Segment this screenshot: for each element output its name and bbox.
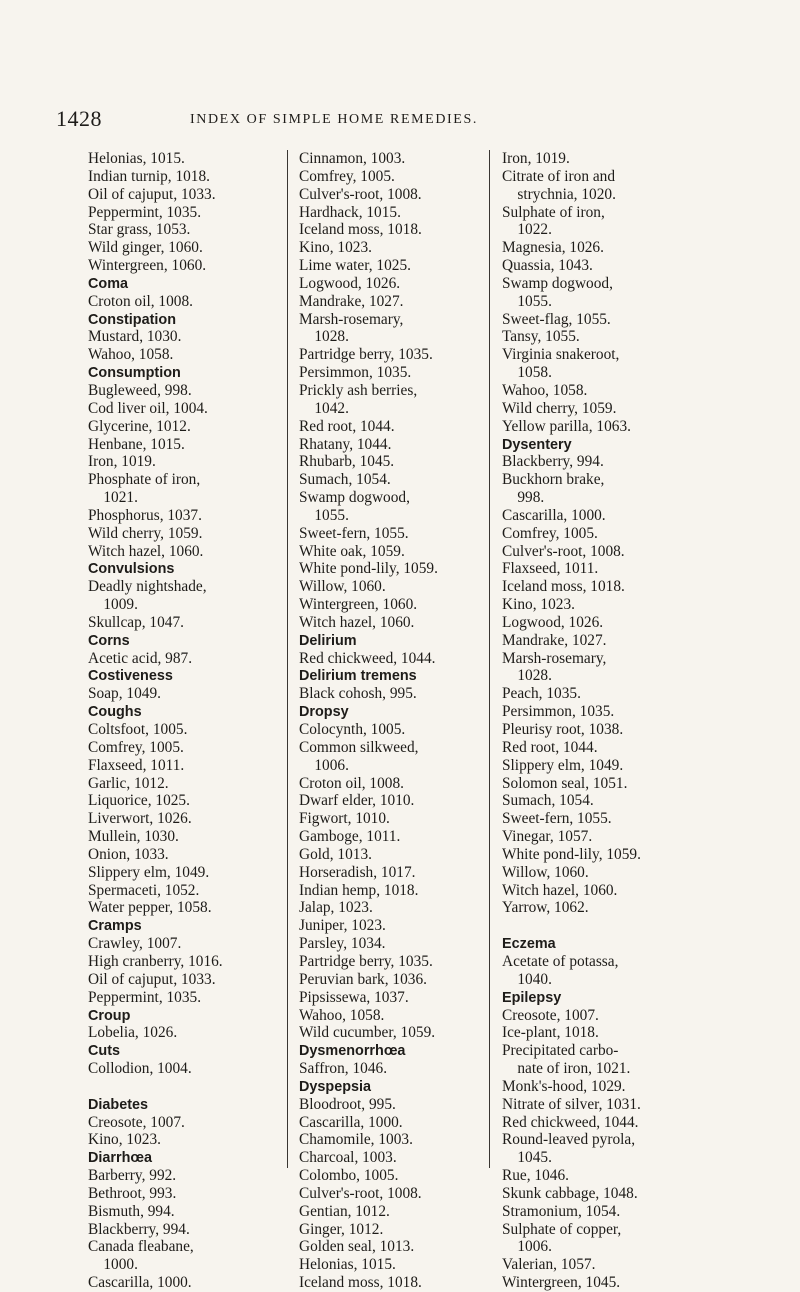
index-entry: Ice-plant, 1018.	[502, 1024, 599, 1042]
index-entry: Spermaceti, 1052.	[88, 881, 200, 899]
index-entry: Kino, 1023.	[299, 239, 372, 257]
index-entry: Crawley, 1007.	[88, 935, 182, 953]
index-entry: Swamp dogwood,	[299, 489, 410, 507]
index-entry: Willow, 1060.	[299, 578, 386, 596]
index-entry: Acetic acid, 987.	[88, 649, 193, 667]
index-entry: Bugleweed, 998.	[88, 381, 192, 399]
index-entry: Culver's-root, 1008.	[502, 542, 625, 560]
index-entry: Helonias, 1015.	[299, 1256, 396, 1274]
index-entry: Colombo, 1005.	[299, 1167, 399, 1185]
index-heading: Croup	[88, 1006, 131, 1024]
index-entry: Flaxseed, 1011.	[502, 560, 599, 578]
index-heading: Dysentery	[502, 435, 572, 453]
index-entry: Sumach, 1054.	[502, 792, 594, 810]
index-heading: Constipation	[88, 310, 176, 328]
index-entry: Kino, 1023.	[502, 596, 575, 614]
index-entry: Skunk cabbage, 1048.	[502, 1184, 638, 1202]
index-entry-continuation: 1021.	[103, 489, 138, 507]
index-entry: Buckhorn brake,	[502, 471, 605, 489]
index-entry: White pond-lily, 1059.	[502, 845, 641, 863]
index-entry: Yellow parilla, 1063.	[502, 417, 631, 435]
index-entry: Charcoal, 1003.	[299, 1149, 397, 1167]
index-entry: Bismuth, 994.	[88, 1202, 175, 1220]
index-entry: Round-leaved pyrola,	[502, 1131, 636, 1149]
index-entry: Peach, 1035.	[502, 685, 581, 703]
index-entry: Creosote, 1007.	[502, 1006, 599, 1024]
index-entry: Slippery elm, 1049.	[88, 863, 210, 881]
index-entry-continuation: 1022.	[517, 221, 552, 239]
index-entry: Creosote, 1007.	[88, 1113, 185, 1131]
index-entry: Red root, 1044.	[502, 738, 598, 756]
index-heading: Cuts	[88, 1042, 121, 1060]
index-entry: Stramonium, 1054.	[502, 1202, 621, 1220]
index-entry: Gentian, 1012.	[299, 1202, 390, 1220]
index-entry-continuation: 1055.	[314, 506, 349, 524]
index-entry-continuation: strychnia, 1020.	[517, 185, 616, 203]
index-entry: Wahoo, 1058.	[299, 1006, 385, 1024]
index-entry: Croton oil, 1008.	[88, 292, 193, 310]
index-heading: Coma	[88, 274, 129, 292]
index-entry: Star grass, 1053.	[88, 221, 191, 239]
index-entry: Marsh-rosemary,	[299, 310, 404, 328]
index-entry: Witch hazel, 1060.	[88, 542, 204, 560]
index-entry: Red chickweed, 1044.	[502, 1113, 639, 1131]
index-entry: Wintergreen, 1060.	[88, 257, 207, 275]
index-entry: Persimmon, 1035.	[299, 364, 412, 382]
index-entry: Sumach, 1054.	[299, 471, 391, 489]
index-entry: Flaxseed, 1011.	[88, 756, 185, 774]
index-entry: White pond-lily, 1059.	[299, 560, 438, 578]
index-entry: Iron, 1019.	[502, 150, 570, 167]
index-entry-continuation: 1000.	[103, 1256, 138, 1274]
index-entry: Sulphate of copper,	[502, 1220, 622, 1238]
index-entry: Juniper, 1023.	[299, 917, 386, 935]
index-entry: Dwarf elder, 1010.	[299, 792, 415, 810]
index-entry: Red root, 1044.	[299, 417, 395, 435]
index-entry: Phosphate of iron,	[88, 471, 201, 489]
section-gap	[88, 1078, 275, 1096]
index-entry: Sweet-flag, 1055.	[502, 310, 611, 328]
index-entry: Peruvian bark, 1036.	[299, 970, 427, 988]
index-entry: Wild ginger, 1060.	[88, 239, 203, 257]
index-entry: Phosphorus, 1037.	[88, 506, 202, 524]
index-entry: Marsh-rosemary,	[502, 649, 607, 667]
index-entry: Deadly nightshade,	[88, 578, 207, 596]
index-entry: Golden seal, 1013.	[299, 1238, 415, 1256]
index-entry: Glycerine, 1012.	[88, 417, 191, 435]
index-heading: Convulsions	[88, 560, 175, 578]
index-entry: Vinegar, 1057.	[502, 828, 593, 846]
page-number: 1428	[56, 106, 102, 131]
index-entry: Barberry, 992.	[88, 1167, 177, 1185]
index-entry: Acetate of potassa,	[502, 952, 619, 970]
index-column-3	[502, 150, 704, 1292]
index-entry-continuation: 1028.	[314, 328, 349, 346]
index-entry: Indian turnip, 1018.	[88, 167, 211, 185]
index-entry: Indian hemp, 1018.	[299, 881, 419, 899]
index-entry-continuation: 1009.	[103, 596, 138, 614]
index-entry: Collodion, 1004.	[88, 1060, 192, 1078]
section-gap	[502, 917, 704, 935]
index-entry: Figwort, 1010.	[299, 810, 390, 828]
index-entry-continuation: 1028.	[517, 667, 552, 685]
index-entry: Witch hazel, 1060.	[502, 881, 618, 899]
index-entry: Magnesia, 1026.	[502, 239, 604, 257]
index-entry: Persimmon, 1035.	[502, 703, 615, 721]
index-entry: Wintergreen, 1060.	[299, 596, 418, 614]
index-heading: Dyspepsia	[299, 1077, 372, 1095]
column-divider	[287, 150, 288, 1168]
index-entry: Water pepper, 1058.	[88, 899, 212, 917]
index-entry: Tansy, 1055.	[502, 328, 580, 346]
index-entry: Sweet-fern, 1055.	[502, 810, 612, 828]
index-entry: White oak, 1059.	[299, 542, 405, 560]
index-entry-continuation: 1040.	[517, 970, 552, 988]
index-entry: Skullcap, 1047.	[88, 613, 184, 631]
index-entry: Cascarilla, 1000.	[299, 1113, 403, 1131]
index-entry: Jalap, 1023.	[299, 899, 373, 917]
index-entry: Rue, 1046.	[502, 1167, 569, 1185]
index-entry: Willow, 1060.	[502, 863, 589, 881]
index-heading: Corns	[88, 631, 130, 649]
index-entry: Onion, 1033.	[88, 845, 169, 863]
running-title: INDEX OF SIMPLE HOME REMEDIES.	[190, 112, 478, 127]
index-heading: Cramps	[88, 917, 142, 935]
index-entry: Peppermint, 1035.	[88, 988, 202, 1006]
index-entry: Croton oil, 1008.	[299, 774, 404, 792]
index-entry: Peppermint, 1035.	[88, 203, 202, 221]
index-entry-continuation: nate of iron, 1021.	[517, 1060, 631, 1078]
index-entry: Mandrake, 1027.	[299, 292, 404, 310]
index-entry: Blackberry, 994.	[88, 1220, 190, 1238]
index-entry: Sulphate of iron,	[502, 203, 605, 221]
index-entry: Wahoo, 1058.	[502, 381, 588, 399]
index-entry-continuation: 1006.	[314, 756, 349, 774]
index-entry: Soap, 1049.	[88, 685, 161, 703]
index-entry: Wild cherry, 1059.	[502, 399, 617, 417]
index-entry: Iron, 1019.	[88, 453, 156, 471]
index-entry: Logwood, 1026.	[502, 613, 604, 631]
index-entry: Culver's-root, 1008.	[299, 185, 422, 203]
index-entry-continuation: 998.	[517, 489, 545, 507]
index-entry: Precipitated carbo-	[502, 1042, 619, 1060]
index-entry: Cascarilla, 1000.	[88, 1274, 192, 1292]
index-entry: Mustard, 1030.	[88, 328, 182, 346]
index-entry: Oil of cajuput, 1033.	[88, 185, 216, 203]
index-entry: Horseradish, 1017.	[299, 863, 416, 881]
index-column-2	[299, 150, 481, 1292]
index-entry: Solomon seal, 1051.	[502, 774, 628, 792]
index-heading: Epilepsy	[502, 988, 562, 1006]
index-entry: Sweet-fern, 1055.	[299, 524, 409, 542]
index-entry: Comfrey, 1005.	[299, 167, 395, 185]
index-entry: Hardhack, 1015.	[299, 203, 401, 221]
index-entry: Partridge berry, 1035.	[299, 952, 433, 970]
index-heading: Delirium tremens	[299, 667, 417, 685]
index-entry: Rhubarb, 1045.	[299, 453, 395, 471]
index-heading: Consumption	[88, 364, 181, 382]
index-entry: Nitrate of silver, 1031.	[502, 1095, 641, 1113]
index-entry: Iceland moss, 1018.	[299, 1274, 422, 1292]
index-entry: Pleurisy root, 1038.	[502, 721, 624, 738]
index-entry: Oil of cajuput, 1033.	[88, 970, 216, 988]
index-entry: Partridge berry, 1035.	[299, 346, 433, 364]
index-entry: Bloodroot, 995.	[299, 1095, 396, 1113]
index-entry: Cascarilla, 1000.	[502, 506, 606, 524]
column-divider	[489, 150, 490, 1168]
index-entry: Cinnamon, 1003.	[299, 150, 406, 167]
index-entry: Gamboge, 1011.	[299, 828, 401, 846]
index-entry: Chamomile, 1003.	[299, 1131, 413, 1149]
index-entry: Garlic, 1012.	[88, 774, 169, 792]
index-heading: Eczema	[502, 935, 556, 953]
index-heading: Delirium	[299, 631, 357, 649]
index-entry: Wahoo, 1058.	[88, 346, 174, 364]
index-entry: Iceland moss, 1018.	[502, 578, 625, 596]
index-entry: Mandrake, 1027.	[502, 631, 607, 649]
index-entry: Colocynth, 1005.	[299, 721, 406, 738]
index-entry-continuation: 1045.	[517, 1149, 552, 1167]
index-entry: Pipsissewa, 1037.	[299, 988, 409, 1006]
index-entry: Red chickweed, 1044.	[299, 649, 436, 667]
index-entry: Wintergreen, 1045.	[502, 1274, 621, 1292]
index-entry: Virginia snakeroot,	[502, 346, 620, 364]
index-entry-continuation: 1006.	[517, 1238, 552, 1256]
index-entry: Culver's-root, 1008.	[299, 1184, 422, 1202]
page-header	[40, 106, 760, 140]
index-heading: Costiveness	[88, 667, 173, 685]
index-entry: Ginger, 1012.	[299, 1220, 384, 1238]
index-entry: Lime water, 1025.	[299, 257, 411, 275]
index-entry: Valerian, 1057.	[502, 1256, 596, 1274]
index-entry: Helonias, 1015.	[88, 150, 185, 167]
index-entry: Comfrey, 1005.	[502, 524, 598, 542]
index-entry: Yarrow, 1062.	[502, 899, 589, 917]
index-entry: Saffron, 1046.	[299, 1060, 388, 1078]
index-entry: Blackberry, 994.	[502, 453, 604, 471]
index-heading: Dysmenorrhœa	[299, 1042, 406, 1060]
index-entry: Comfrey, 1005.	[88, 738, 184, 756]
index-heading: Diarrhœa	[88, 1149, 153, 1167]
index-entry: Liverwort, 1026.	[88, 810, 192, 828]
index-entry: Swamp dogwood,	[502, 274, 613, 292]
index-entry: Prickly ash berries,	[299, 381, 418, 399]
index-entry: Parsley, 1034.	[299, 935, 386, 953]
index-entry: Henbane, 1015.	[88, 435, 185, 453]
index-entry: Kino, 1023.	[88, 1131, 161, 1149]
index-entry: Gold, 1013.	[299, 845, 372, 863]
index-heading: Diabetes	[88, 1095, 149, 1113]
index-column-1	[88, 150, 275, 1292]
index-entry: Witch hazel, 1060.	[299, 613, 415, 631]
index-entry: Liquorice, 1025.	[88, 792, 190, 810]
index-entry: Common silkweed,	[299, 738, 419, 756]
index-entry-continuation: 1058.	[517, 364, 552, 382]
index-entry: Logwood, 1026.	[299, 274, 401, 292]
index-entry: Black cohosh, 995.	[299, 685, 417, 703]
index-entry: Iceland moss, 1018.	[299, 221, 422, 239]
index-entry: Mullein, 1030.	[88, 828, 179, 846]
index-entry: Rhatany, 1044.	[299, 435, 392, 453]
index-heading: Dropsy	[299, 703, 349, 721]
index-entry: Citrate of iron and	[502, 167, 616, 185]
index-entry: Wild cherry, 1059.	[88, 524, 203, 542]
index-entry: Coltsfoot, 1005.	[88, 721, 188, 738]
index-entry: Wild cucumber, 1059.	[299, 1024, 436, 1042]
index-entry-continuation: 1055.	[517, 292, 552, 310]
index-entry: Bethroot, 993.	[88, 1184, 177, 1202]
index-entry: Lobelia, 1026.	[88, 1024, 178, 1042]
index-entry-continuation: 1042.	[314, 399, 349, 417]
index-entry: Monk's-hood, 1029.	[502, 1077, 626, 1095]
index-entry: Cod liver oil, 1004.	[88, 399, 208, 417]
index-heading: Coughs	[88, 703, 142, 721]
index-entry: Slippery elm, 1049.	[502, 756, 624, 774]
index-entry: Quassia, 1043.	[502, 257, 593, 275]
index-entry: Canada fleabane,	[88, 1238, 194, 1256]
index-entry: High cranberry, 1016.	[88, 952, 223, 970]
